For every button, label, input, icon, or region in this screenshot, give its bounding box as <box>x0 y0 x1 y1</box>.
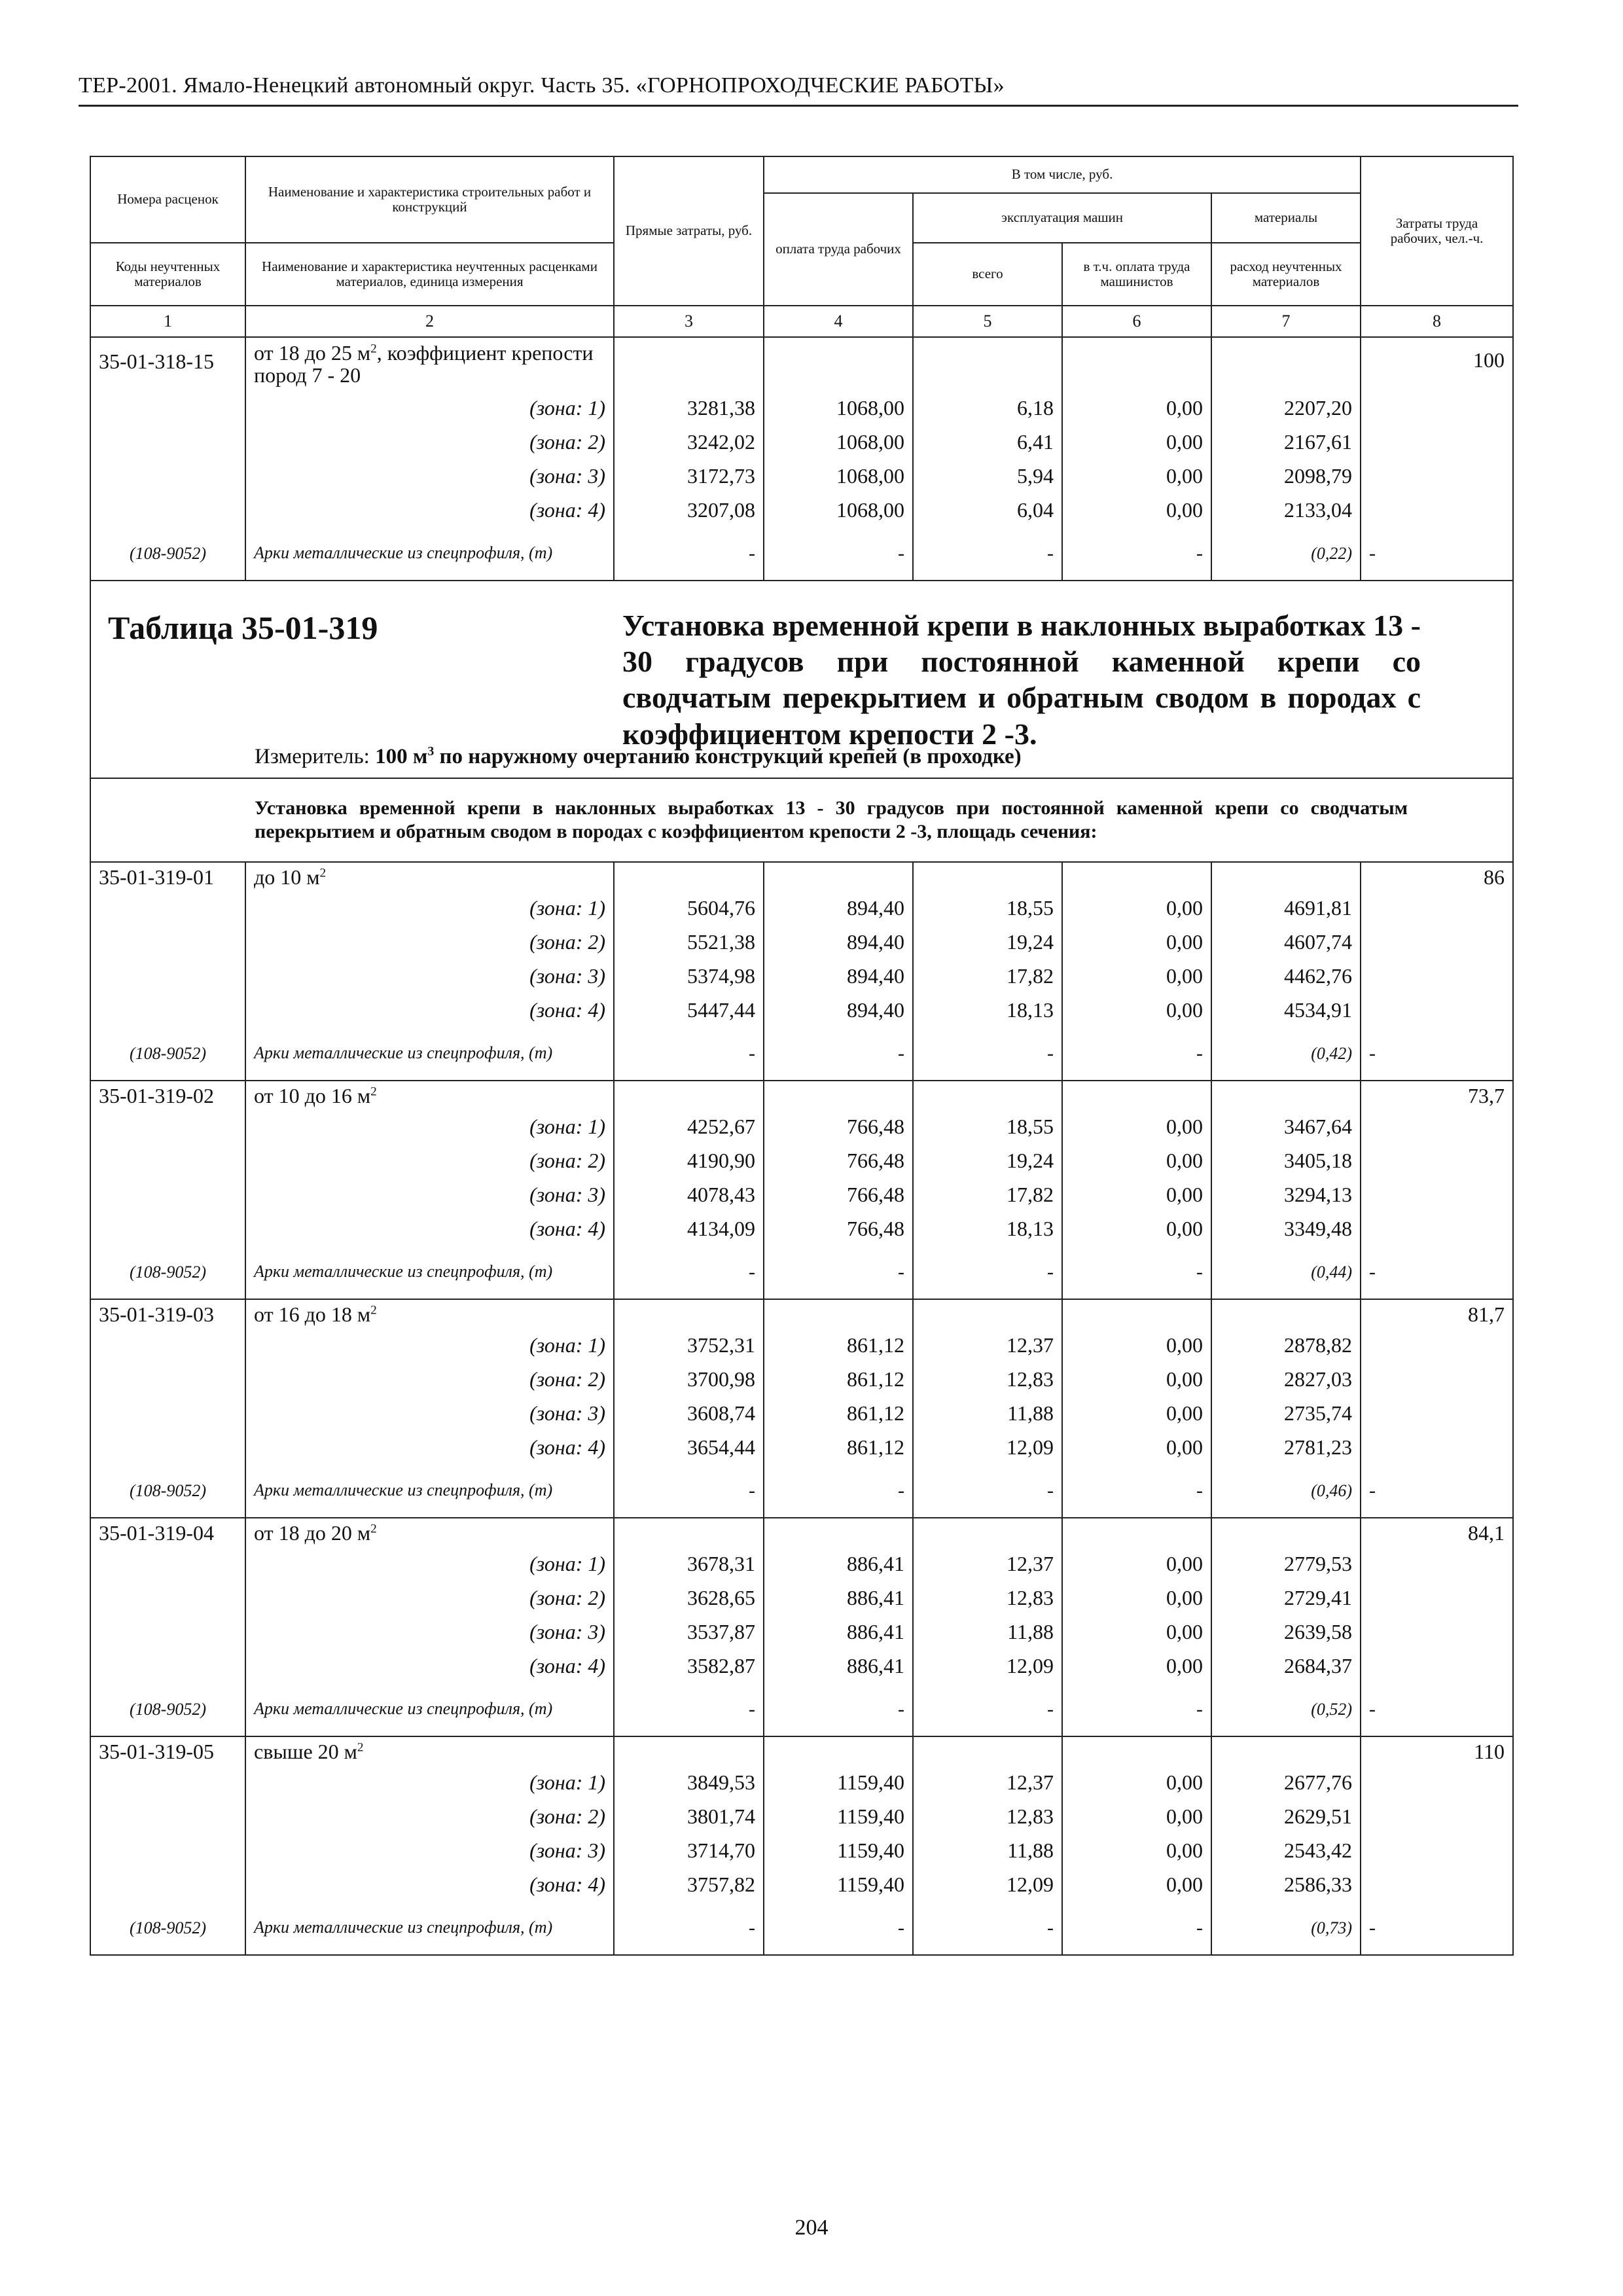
materials-cost: 2677,76 <box>1211 1765 1361 1799</box>
material-dash: - <box>764 1246 913 1299</box>
labor-value: 73,7 <box>1361 1081 1513 1109</box>
col-index: 8 <box>1361 306 1513 337</box>
materials-cost: 2827,03 <box>1211 1362 1361 1396</box>
direct-cost: 3801,74 <box>614 1799 764 1833</box>
operators-pay: 0,00 <box>1062 459 1211 493</box>
operators-pay: 0,00 <box>1062 1581 1211 1615</box>
direct-cost: 3281,38 <box>614 391 764 425</box>
material-quantity: (0,42) <box>1211 1027 1361 1081</box>
materials-cost: 2781,23 <box>1211 1430 1361 1464</box>
material-quantity: (0,52) <box>1211 1683 1361 1736</box>
materials-cost: 2207,20 <box>1211 391 1361 425</box>
machines-total: 6,04 <box>913 493 1062 527</box>
material-dash: - <box>1361 1901 1513 1955</box>
section-heading-cell <box>90 778 1513 862</box>
zone-row <box>90 1833 1513 1867</box>
material-name: Арки металлические из спецпрофиля, (т) <box>245 1683 614 1736</box>
material-dash: - <box>1062 1683 1211 1736</box>
table-caption: Установка временной крепи в наклонных выработках 13 - 30 градусов при постоянной каменной крепи со сводчатым перекрытием и обратным сводом в породах с коэффициентом крепости 2 -3. <box>622 609 1421 751</box>
operators-pay: 0,00 <box>1062 1362 1211 1396</box>
operators-pay: 0,00 <box>1062 425 1211 459</box>
labor-pay: 1068,00 <box>764 391 913 425</box>
zone-label: (зона: 1) <box>245 891 614 925</box>
rate-row <box>90 1736 1513 1765</box>
machines-total: 18,55 <box>913 1109 1062 1143</box>
col-material-codes: Коды неучтенных материалов <box>90 243 245 306</box>
material-quantity: (0,22) <box>1211 527 1361 581</box>
material-dash: - <box>1361 1027 1513 1081</box>
machines-total: 18,13 <box>913 1211 1062 1246</box>
zone-row <box>90 1547 1513 1581</box>
labor-pay: 894,40 <box>764 925 913 959</box>
machines-total: 5,94 <box>913 459 1062 493</box>
direct-cost: 3537,87 <box>614 1615 764 1649</box>
direct-cost: 4134,09 <box>614 1211 764 1246</box>
direct-cost: 3849,53 <box>614 1765 764 1799</box>
material-dash: - <box>1062 1246 1211 1299</box>
zone-label: (зона: 4) <box>245 1867 614 1901</box>
zone-label: (зона: 3) <box>245 1615 614 1649</box>
operators-pay: 0,00 <box>1062 891 1211 925</box>
materials-cost: 3467,64 <box>1211 1109 1361 1143</box>
materials-cost: 2779,53 <box>1211 1547 1361 1581</box>
material-dash: - <box>614 1683 764 1736</box>
col-direct-costs: Прямые затраты, руб. <box>614 156 764 306</box>
materials-cost: 2586,33 <box>1211 1867 1361 1901</box>
zone-row <box>90 1328 1513 1362</box>
labor-value: 100 <box>1361 337 1513 391</box>
zone-label: (зона: 1) <box>245 1109 614 1143</box>
materials-cost: 3349,48 <box>1211 1211 1361 1246</box>
labor-pay: 766,48 <box>764 1143 913 1177</box>
material-name: Арки металлические из спецпрофиля, (т) <box>245 1901 614 1955</box>
zone-label: (зона: 4) <box>245 493 614 527</box>
col-index: 4 <box>764 306 913 337</box>
direct-cost: 3714,70 <box>614 1833 764 1867</box>
material-row <box>90 1683 1513 1736</box>
rate-code: 35-01-318-15 <box>90 337 245 391</box>
zone-label: (зона: 2) <box>245 1362 614 1396</box>
labor-pay: 894,40 <box>764 891 913 925</box>
material-dash: - <box>764 1901 913 1955</box>
zone-label: (зона: 2) <box>245 425 614 459</box>
materials-cost: 3405,18 <box>1211 1143 1361 1177</box>
materials-cost: 2167,61 <box>1211 425 1361 459</box>
zone-label: (зона: 4) <box>245 1211 614 1246</box>
material-dash: - <box>764 1464 913 1518</box>
col-index: 7 <box>1211 306 1361 337</box>
section-heading: Установка временной крепи в наклонных выработках 13 - 30 градусов при постоянной каменной крепи со сводчатым перекрытием и обратным сводом в породах с коэффициентом крепости 2 -3, площадь сечения: <box>255 797 1408 842</box>
labor-pay: 766,48 <box>764 1109 913 1143</box>
material-name: Арки металлические из спецпрофиля, (т) <box>245 1027 614 1081</box>
material-dash: - <box>764 1683 913 1736</box>
col-index: 5 <box>913 306 1062 337</box>
direct-cost: 5447,44 <box>614 993 764 1027</box>
material-dash: - <box>1361 527 1513 581</box>
zone-row <box>90 1143 1513 1177</box>
materials-cost: 2098,79 <box>1211 459 1361 493</box>
machines-total: 6,18 <box>913 391 1062 425</box>
direct-cost: 5374,98 <box>614 959 764 993</box>
labor-pay: 861,12 <box>764 1362 913 1396</box>
zone-label: (зона: 4) <box>245 1649 614 1683</box>
labor-value: 81,7 <box>1361 1299 1513 1328</box>
operators-pay: 0,00 <box>1062 1328 1211 1362</box>
materials-cost: 4607,74 <box>1211 925 1361 959</box>
material-dash: - <box>614 527 764 581</box>
zone-row <box>90 1615 1513 1649</box>
material-dash: - <box>1361 1246 1513 1299</box>
material-dash: - <box>764 527 913 581</box>
machines-total: 17,82 <box>913 959 1062 993</box>
col-operators-pay: в т.ч. оплата труда машинистов <box>1062 243 1211 306</box>
labor-pay: 861,12 <box>764 1396 913 1430</box>
zone-row <box>90 1867 1513 1901</box>
operators-pay: 0,00 <box>1062 493 1211 527</box>
zone-row <box>90 891 1513 925</box>
zone-label: (зона: 1) <box>245 1547 614 1581</box>
material-dash: - <box>1062 1901 1211 1955</box>
materials-cost: 2878,82 <box>1211 1328 1361 1362</box>
labor-pay: 766,48 <box>764 1177 913 1211</box>
materials-cost: 2729,41 <box>1211 1581 1361 1615</box>
material-name: Арки металлические из спецпрофиля, (т) <box>245 1246 614 1299</box>
zone-label: (зона: 3) <box>245 459 614 493</box>
col-index: 1 <box>90 306 245 337</box>
col-machines: эксплуатация машин <box>913 193 1211 243</box>
material-dash: - <box>1062 527 1211 581</box>
col-materials: материалы <box>1211 193 1361 243</box>
materials-cost: 2684,37 <box>1211 1649 1361 1683</box>
operators-pay: 0,00 <box>1062 1615 1211 1649</box>
zone-row <box>90 993 1513 1027</box>
zone-row <box>90 1581 1513 1615</box>
zone-row <box>90 1362 1513 1396</box>
labor-pay: 766,48 <box>764 1211 913 1246</box>
col-labor-costs: Затраты труда рабочих, чел.-ч. <box>1361 156 1513 306</box>
operators-pay: 0,00 <box>1062 1765 1211 1799</box>
material-dash: - <box>913 1246 1062 1299</box>
operators-pay: 0,00 <box>1062 1396 1211 1430</box>
labor-pay: 894,40 <box>764 993 913 1027</box>
labor-pay: 1068,00 <box>764 425 913 459</box>
operators-pay: 0,00 <box>1062 391 1211 425</box>
col-material-names: Наименование и характеристика неучтенных расценками материалов, единица измерения <box>245 243 614 306</box>
operators-pay: 0,00 <box>1062 993 1211 1027</box>
col-index: 6 <box>1062 306 1211 337</box>
materials-cost: 2133,04 <box>1211 493 1361 527</box>
zone-label: (зона: 3) <box>245 1396 614 1430</box>
machines-total: 12,09 <box>913 1649 1062 1683</box>
material-dash: - <box>764 1027 913 1081</box>
material-row <box>90 1901 1513 1955</box>
machines-total: 12,09 <box>913 1430 1062 1464</box>
material-dash: - <box>913 527 1062 581</box>
material-dash: - <box>1361 1464 1513 1518</box>
machines-total: 12,83 <box>913 1362 1062 1396</box>
zone-label: (зона: 2) <box>245 1581 614 1615</box>
labor-pay: 1159,40 <box>764 1765 913 1799</box>
col-labor-pay: оплата труда рабочих <box>764 193 913 306</box>
material-dash: - <box>913 1027 1062 1081</box>
materials-cost: 2543,42 <box>1211 1833 1361 1867</box>
direct-cost: 4190,90 <box>614 1143 764 1177</box>
direct-cost: 3608,74 <box>614 1396 764 1430</box>
rate-row <box>90 862 1513 891</box>
material-dash: - <box>614 1246 764 1299</box>
material-dash: - <box>913 1683 1062 1736</box>
machines-total: 12,09 <box>913 1867 1062 1901</box>
zone-label: (зона: 2) <box>245 1799 614 1833</box>
labor-pay: 894,40 <box>764 959 913 993</box>
zone-label: (зона: 3) <box>245 959 614 993</box>
material-dash: - <box>913 1464 1062 1518</box>
zone-label: (зона: 2) <box>245 925 614 959</box>
zone-label: (зона: 1) <box>245 391 614 425</box>
labor-value: 86 <box>1361 862 1513 891</box>
labor-pay: 1068,00 <box>764 493 913 527</box>
direct-cost: 5521,38 <box>614 925 764 959</box>
machines-total: 19,24 <box>913 1143 1062 1177</box>
meter-line: Измеритель: 100 $м^3$ по наружному очертанию конструкций крепей (в проходке) <box>255 744 1022 768</box>
material-dash: - <box>614 1027 764 1081</box>
rate-code: 35-01-319-01 <box>90 862 245 891</box>
running-header: ТЕР-2001. Ямало-Ненецкий автономный округ. Часть 35. «ГОРНОПРОХОДЧЕСКИЕ РАБОТЫ» <box>79 73 1005 98</box>
zone-label: (зона: 4) <box>245 1430 614 1464</box>
operators-pay: 0,00 <box>1062 1143 1211 1177</box>
material-code: (108-9052) <box>90 1683 245 1736</box>
rate-row <box>90 1518 1513 1547</box>
zone-label: (зона: 2) <box>245 1143 614 1177</box>
machines-total: 17,82 <box>913 1177 1062 1211</box>
material-dash: - <box>614 1901 764 1955</box>
operators-pay: 0,00 <box>1062 925 1211 959</box>
machines-total: 18,55 <box>913 891 1062 925</box>
direct-cost: 3628,65 <box>614 1581 764 1615</box>
material-code: (108-9052) <box>90 1027 245 1081</box>
materials-cost: 4691,81 <box>1211 891 1361 925</box>
direct-cost: 4078,43 <box>614 1177 764 1211</box>
direct-cost: 3582,87 <box>614 1649 764 1683</box>
operators-pay: 0,00 <box>1062 1430 1211 1464</box>
material-dash: - <box>1062 1464 1211 1518</box>
labor-pay: 1159,40 <box>764 1867 913 1901</box>
operators-pay: 0,00 <box>1062 959 1211 993</box>
rate-name: от 18 до 25 $м^2$, коэффициент крепости пород 7 - 20 <box>245 337 614 391</box>
col-rate-number: Номера расценок <box>90 156 245 243</box>
rate-code: 35-01-319-05 <box>90 1736 245 1765</box>
machines-total: 12,83 <box>913 1581 1062 1615</box>
col-index: 3 <box>614 306 764 337</box>
materials-cost: 4534,91 <box>1211 993 1361 1027</box>
zone-row <box>90 1649 1513 1683</box>
materials-cost: 2735,74 <box>1211 1396 1361 1430</box>
zone-label: (зона: 4) <box>245 993 614 1027</box>
material-name: Арки металлические из спецпрофиля, (т) <box>245 1464 614 1518</box>
labor-pay: 1068,00 <box>764 459 913 493</box>
material-quantity: (0,44) <box>1211 1246 1361 1299</box>
direct-cost: 4252,67 <box>614 1109 764 1143</box>
zone-label: (зона: 1) <box>245 1765 614 1799</box>
machines-total: 19,24 <box>913 925 1062 959</box>
labor-pay: 886,41 <box>764 1649 913 1683</box>
operators-pay: 0,00 <box>1062 1109 1211 1143</box>
operators-pay: 0,00 <box>1062 1867 1211 1901</box>
machines-total: 11,88 <box>913 1396 1062 1430</box>
col-work-name: Наименование и характеристика строительных работ и конструкций <box>245 156 614 243</box>
material-quantity: (0,46) <box>1211 1464 1361 1518</box>
material-dash: - <box>1062 1027 1211 1081</box>
operators-pay: 0,00 <box>1062 1799 1211 1833</box>
direct-cost: 3207,08 <box>614 493 764 527</box>
operators-pay: 0,00 <box>1062 1177 1211 1211</box>
direct-cost: 3654,44 <box>614 1430 764 1464</box>
machines-total: 18,13 <box>913 993 1062 1027</box>
zone-row <box>90 1765 1513 1799</box>
page-number: 204 <box>794 2215 829 2240</box>
machines-total: 12,83 <box>913 1799 1062 1833</box>
zone-label: (зона: 1) <box>245 1328 614 1362</box>
operators-pay: 0,00 <box>1062 1547 1211 1581</box>
operators-pay: 0,00 <box>1062 1833 1211 1867</box>
labor-pay: 886,41 <box>764 1581 913 1615</box>
machines-total: 11,88 <box>913 1833 1062 1867</box>
material-code: (108-9052) <box>90 1464 245 1518</box>
materials-cost: 2639,58 <box>1211 1615 1361 1649</box>
zone-row <box>90 1211 1513 1246</box>
zone-label: (зона: 3) <box>245 1833 614 1867</box>
rate-code: 35-01-319-03 <box>90 1299 245 1328</box>
rates-table <box>90 156 1514 1956</box>
zone-label: (зона: 3) <box>245 1177 614 1211</box>
zone-row <box>90 1396 1513 1430</box>
materials-cost: 2629,51 <box>1211 1799 1361 1833</box>
labor-pay: 861,12 <box>764 1328 913 1362</box>
rate-code: 35-01-319-02 <box>90 1081 245 1109</box>
col-including: В том числе, руб. <box>764 156 1361 193</box>
rate-name: от 16 до 18 $м^2$ <box>245 1299 614 1328</box>
table-title-block <box>90 581 1513 778</box>
zone-row <box>90 925 1513 959</box>
col-index: 2 <box>245 306 614 337</box>
material-row <box>90 1246 1513 1299</box>
machines-total: 6,41 <box>913 425 1062 459</box>
labor-value: 84,1 <box>1361 1518 1513 1547</box>
rate-code: 35-01-319-04 <box>90 1518 245 1547</box>
labor-pay: 1159,40 <box>764 1833 913 1867</box>
material-row <box>90 1027 1513 1081</box>
labor-pay: 886,41 <box>764 1547 913 1581</box>
material-code: (108-9052) <box>90 1901 245 1955</box>
material-dash: - <box>913 1901 1062 1955</box>
labor-pay: 886,41 <box>764 1615 913 1649</box>
rate-row <box>90 1299 1513 1328</box>
labor-pay: 1159,40 <box>764 1799 913 1833</box>
direct-cost: 3752,31 <box>614 1328 764 1362</box>
material-row <box>90 1464 1513 1518</box>
material-dash: - <box>1361 1683 1513 1736</box>
machines-total: 12,37 <box>913 1547 1062 1581</box>
material-code: (108-9052) <box>90 1246 245 1299</box>
material-name: Арки металлические из спецпрофиля, (т) <box>245 527 614 581</box>
labor-value: 110 <box>1361 1736 1513 1765</box>
table-label: Таблица 35-01-319 <box>108 609 378 646</box>
direct-cost: 3172,73 <box>614 459 764 493</box>
machines-total: 11,88 <box>913 1615 1062 1649</box>
rate-name: до 10 $м^2$ <box>245 862 614 891</box>
zone-row <box>90 1430 1513 1464</box>
col-machines-total: всего <box>913 243 1062 306</box>
direct-cost: 3700,98 <box>614 1362 764 1396</box>
col-materials-unaccounted: расход неучтенных материалов <box>1211 243 1361 306</box>
machines-total: 12,37 <box>913 1765 1062 1799</box>
labor-pay: 861,12 <box>764 1430 913 1464</box>
header-rule <box>79 105 1518 107</box>
material-dash: - <box>614 1464 764 1518</box>
rate-name: от 10 до 16 $м^2$ <box>245 1081 614 1109</box>
operators-pay: 0,00 <box>1062 1211 1211 1246</box>
zone-row <box>90 959 1513 993</box>
materials-cost: 3294,13 <box>1211 1177 1361 1211</box>
zone-row <box>90 1177 1513 1211</box>
direct-cost: 3678,31 <box>614 1547 764 1581</box>
material-code: (108-9052) <box>90 527 245 581</box>
rate-name: свыше 20 $м^2$ <box>245 1736 614 1765</box>
materials-cost: 4462,76 <box>1211 959 1361 993</box>
material-quantity: (0,73) <box>1211 1901 1361 1955</box>
operators-pay: 0,00 <box>1062 1649 1211 1683</box>
zone-row <box>90 1799 1513 1833</box>
rate-row <box>90 1081 1513 1109</box>
machines-total: 12,37 <box>913 1328 1062 1362</box>
direct-cost: 3242,02 <box>614 425 764 459</box>
rate-name: от 18 до 20 $м^2$ <box>245 1518 614 1547</box>
zone-row <box>90 1109 1513 1143</box>
direct-cost: 3757,82 <box>614 1867 764 1901</box>
direct-cost: 5604,76 <box>614 891 764 925</box>
